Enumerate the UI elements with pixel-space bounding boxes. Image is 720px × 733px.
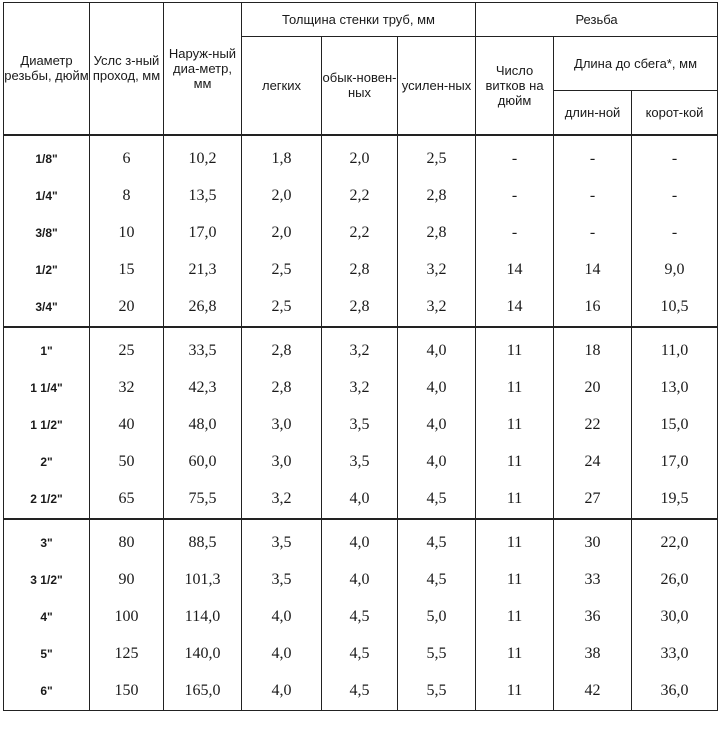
cell-thread-turns: 11 <box>476 636 554 673</box>
cell-thread-turns: 14 <box>476 289 554 327</box>
cell-wall-normal: 3,5 <box>322 444 398 481</box>
cell-wall-light: 2,5 <box>242 289 322 327</box>
cell-length-long: 24 <box>554 444 632 481</box>
header-wall-thickness: Толщина стенки труб, мм <box>242 3 476 37</box>
cell-nominal-bore: 15 <box>90 252 164 289</box>
table-row <box>4 407 718 444</box>
cell-nominal-bore: 100 <box>90 599 164 636</box>
cell-wall-reinforced: 4,0 <box>398 370 476 407</box>
header-thread-turns: Число витков на дюйм <box>476 37 554 135</box>
cell-thread-turns: 11 <box>476 370 554 407</box>
cell-wall-reinforced: 4,0 <box>398 444 476 481</box>
table-row <box>4 370 718 407</box>
cell-diameter: 3/8" <box>4 215 90 252</box>
cell-wall-normal: 4,0 <box>322 481 398 519</box>
cell-length-long: 14 <box>554 252 632 289</box>
cell-diameter: 1 1/4" <box>4 370 90 407</box>
table-row <box>4 178 718 215</box>
cell-wall-reinforced: 2,8 <box>398 178 476 215</box>
cell-wall-reinforced: 4,0 <box>398 407 476 444</box>
cell-outer-diameter: 165,0 <box>164 673 242 711</box>
cell-nominal-bore: 8 <box>90 178 164 215</box>
cell-thread-turns: 11 <box>476 407 554 444</box>
table-row <box>4 636 718 673</box>
table-row <box>4 327 718 370</box>
cell-thread-turns: 11 <box>476 673 554 711</box>
cell-wall-reinforced: 4,5 <box>398 562 476 599</box>
table-row <box>4 215 718 252</box>
cell-outer-diameter: 75,5 <box>164 481 242 519</box>
cell-length-long: 22 <box>554 407 632 444</box>
cell-outer-diameter: 13,5 <box>164 178 242 215</box>
cell-thread-turns: - <box>476 215 554 252</box>
cell-nominal-bore: 90 <box>90 562 164 599</box>
header-outer-diameter: Наруж-ный диа-метр, мм <box>164 3 242 135</box>
cell-wall-normal: 2,8 <box>322 289 398 327</box>
cell-length-short: 26,0 <box>632 562 718 599</box>
cell-wall-reinforced: 3,2 <box>398 252 476 289</box>
cell-length-long: - <box>554 135 632 178</box>
table-header <box>4 3 718 135</box>
table-row <box>4 481 718 519</box>
cell-nominal-bore: 125 <box>90 636 164 673</box>
cell-nominal-bore: 80 <box>90 519 164 562</box>
header-wall-normal: обык-новен-ных <box>322 37 398 135</box>
cell-thread-turns: - <box>476 135 554 178</box>
cell-thread-turns: 11 <box>476 481 554 519</box>
cell-nominal-bore: 50 <box>90 444 164 481</box>
cell-outer-diameter: 21,3 <box>164 252 242 289</box>
cell-diameter: 1/2" <box>4 252 90 289</box>
cell-thread-turns: 11 <box>476 599 554 636</box>
cell-wall-normal: 4,0 <box>322 519 398 562</box>
cell-wall-normal: 2,2 <box>322 215 398 252</box>
cell-wall-light: 3,0 <box>242 444 322 481</box>
cell-nominal-bore: 6 <box>90 135 164 178</box>
cell-wall-reinforced: 5,0 <box>398 599 476 636</box>
cell-length-long: - <box>554 178 632 215</box>
header-length-long: длин-ной <box>554 91 632 135</box>
cell-nominal-bore: 40 <box>90 407 164 444</box>
cell-wall-reinforced: 5,5 <box>398 636 476 673</box>
cell-diameter: 3 1/2" <box>4 562 90 599</box>
cell-outer-diameter: 88,5 <box>164 519 242 562</box>
table-row <box>4 289 718 327</box>
table-row <box>4 252 718 289</box>
cell-outer-diameter: 42,3 <box>164 370 242 407</box>
header-wall-light: легких <box>242 37 322 135</box>
cell-outer-diameter: 60,0 <box>164 444 242 481</box>
cell-diameter: 5" <box>4 636 90 673</box>
cell-length-long: - <box>554 215 632 252</box>
cell-diameter: 1 1/2" <box>4 407 90 444</box>
cell-wall-reinforced: 2,8 <box>398 215 476 252</box>
cell-wall-light: 3,5 <box>242 519 322 562</box>
cell-wall-normal: 4,5 <box>322 599 398 636</box>
header-thread: Резьба <box>476 3 718 37</box>
cell-wall-normal: 4,5 <box>322 636 398 673</box>
cell-wall-reinforced: 2,5 <box>398 135 476 178</box>
cell-wall-reinforced: 4,0 <box>398 327 476 370</box>
cell-outer-diameter: 17,0 <box>164 215 242 252</box>
cell-thread-turns: 11 <box>476 327 554 370</box>
cell-wall-normal: 4,5 <box>322 673 398 711</box>
cell-wall-normal: 3,5 <box>322 407 398 444</box>
cell-wall-light: 4,0 <box>242 599 322 636</box>
cell-length-long: 33 <box>554 562 632 599</box>
cell-wall-reinforced: 4,5 <box>398 519 476 562</box>
cell-diameter: 6" <box>4 673 90 711</box>
cell-outer-diameter: 101,3 <box>164 562 242 599</box>
cell-length-short: 19,5 <box>632 481 718 519</box>
cell-wall-normal: 3,2 <box>322 327 398 370</box>
cell-wall-normal: 2,8 <box>322 252 398 289</box>
cell-diameter: 1/8" <box>4 135 90 178</box>
cell-wall-light: 3,5 <box>242 562 322 599</box>
cell-diameter: 2 1/2" <box>4 481 90 519</box>
cell-wall-light: 4,0 <box>242 673 322 711</box>
header-thread-length: Длина до сбега*, мм <box>554 37 718 91</box>
table-body <box>4 135 718 711</box>
cell-wall-light: 2,0 <box>242 215 322 252</box>
cell-length-short: 10,5 <box>632 289 718 327</box>
cell-length-short: 30,0 <box>632 599 718 636</box>
cell-wall-reinforced: 4,5 <box>398 481 476 519</box>
cell-wall-light: 3,0 <box>242 407 322 444</box>
table-row <box>4 562 718 599</box>
cell-length-long: 36 <box>554 599 632 636</box>
cell-length-short: 36,0 <box>632 673 718 711</box>
cell-outer-diameter: 33,5 <box>164 327 242 370</box>
cell-wall-light: 2,8 <box>242 327 322 370</box>
cell-outer-diameter: 48,0 <box>164 407 242 444</box>
cell-wall-light: 3,2 <box>242 481 322 519</box>
cell-outer-diameter: 10,2 <box>164 135 242 178</box>
cell-length-short: - <box>632 178 718 215</box>
table-row <box>4 673 718 711</box>
cell-length-long: 42 <box>554 673 632 711</box>
pipe-spec-table <box>3 2 718 711</box>
cell-wall-light: 2,0 <box>242 178 322 215</box>
cell-wall-light: 2,5 <box>242 252 322 289</box>
cell-wall-light: 1,8 <box>242 135 322 178</box>
cell-length-short: 11,0 <box>632 327 718 370</box>
cell-length-short: 33,0 <box>632 636 718 673</box>
cell-wall-reinforced: 5,5 <box>398 673 476 711</box>
cell-thread-turns: 11 <box>476 444 554 481</box>
cell-wall-normal: 4,0 <box>322 562 398 599</box>
cell-thread-turns: - <box>476 178 554 215</box>
cell-length-long: 38 <box>554 636 632 673</box>
header-wall-reinforced: усилен-ных <box>398 37 476 135</box>
cell-outer-diameter: 114,0 <box>164 599 242 636</box>
cell-length-short: 9,0 <box>632 252 718 289</box>
cell-thread-turns: 11 <box>476 562 554 599</box>
cell-wall-normal: 2,0 <box>322 135 398 178</box>
header-length-short: корот-кой <box>632 91 718 135</box>
cell-diameter: 4" <box>4 599 90 636</box>
cell-length-short: 22,0 <box>632 519 718 562</box>
cell-wall-light: 2,8 <box>242 370 322 407</box>
cell-nominal-bore: 150 <box>90 673 164 711</box>
cell-wall-reinforced: 3,2 <box>398 289 476 327</box>
cell-thread-turns: 11 <box>476 519 554 562</box>
cell-length-short: - <box>632 135 718 178</box>
cell-nominal-bore: 20 <box>90 289 164 327</box>
table-row <box>4 519 718 562</box>
cell-length-long: 16 <box>554 289 632 327</box>
cell-nominal-bore: 65 <box>90 481 164 519</box>
cell-length-short: 17,0 <box>632 444 718 481</box>
cell-nominal-bore: 25 <box>90 327 164 370</box>
cell-diameter: 1/4" <box>4 178 90 215</box>
cell-wall-normal: 3,2 <box>322 370 398 407</box>
header-diameter: Диаметр резьбы, дюйм <box>4 3 90 135</box>
cell-nominal-bore: 10 <box>90 215 164 252</box>
cell-outer-diameter: 140,0 <box>164 636 242 673</box>
cell-diameter: 2" <box>4 444 90 481</box>
cell-length-short: 13,0 <box>632 370 718 407</box>
cell-length-long: 18 <box>554 327 632 370</box>
cell-length-long: 20 <box>554 370 632 407</box>
cell-wall-light: 4,0 <box>242 636 322 673</box>
table-row <box>4 444 718 481</box>
cell-nominal-bore: 32 <box>90 370 164 407</box>
cell-thread-turns: 14 <box>476 252 554 289</box>
cell-length-long: 30 <box>554 519 632 562</box>
cell-length-short: - <box>632 215 718 252</box>
cell-diameter: 3/4" <box>4 289 90 327</box>
table-row <box>4 135 718 178</box>
cell-diameter: 1" <box>4 327 90 370</box>
table-row <box>4 599 718 636</box>
cell-length-short: 15,0 <box>632 407 718 444</box>
cell-length-long: 27 <box>554 481 632 519</box>
cell-diameter: 3" <box>4 519 90 562</box>
cell-outer-diameter: 26,8 <box>164 289 242 327</box>
header-nominal-bore: Услс з-ный проход, мм <box>90 3 164 135</box>
cell-wall-normal: 2,2 <box>322 178 398 215</box>
